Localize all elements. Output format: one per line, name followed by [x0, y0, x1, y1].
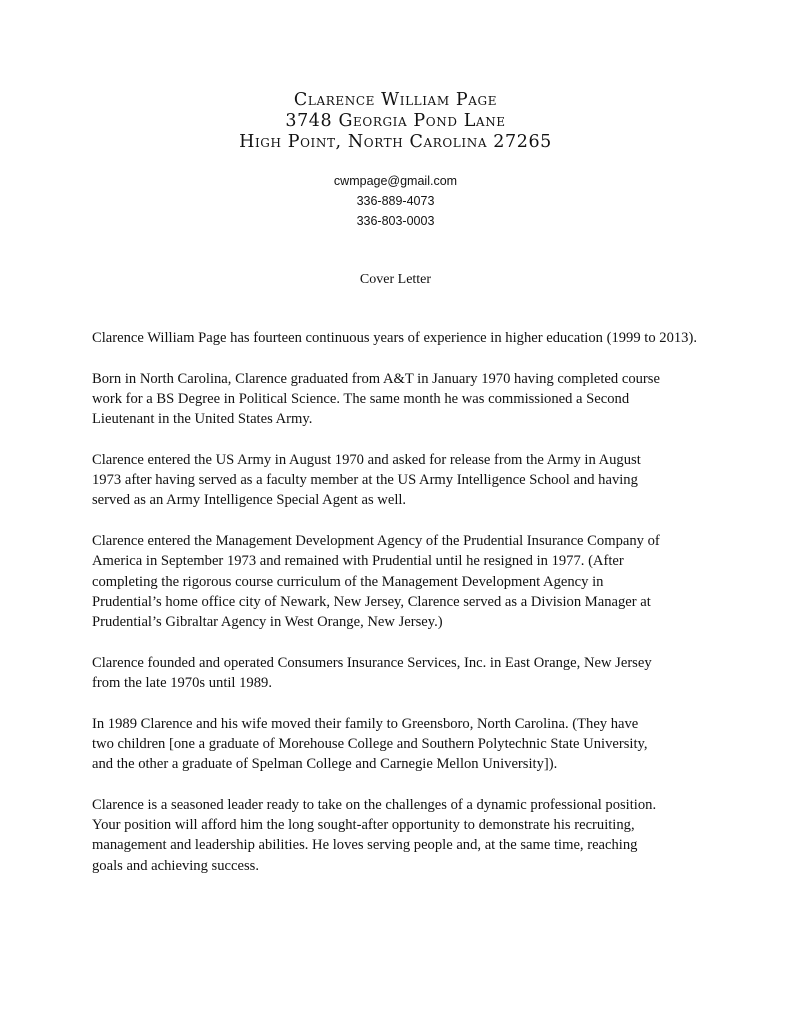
paragraph-line: In 1989 Clarence and his wife moved their family to Greensboro, North Carolina. (They have: [92, 715, 639, 732]
paragraph-line: two children [one a graduate of Morehouse College and Southern Polytechnic State University,: [92, 735, 648, 752]
paragraph-line: Lieutenant in the United States Army.: [92, 411, 313, 428]
paragraph-line: Prudential’s home office city of Newark, New Jersey, Clarence served as a Division Manager at: [92, 593, 651, 610]
contact-block: [0, 171, 791, 231]
document-title: Cover Letter: [359, 272, 432, 287]
sender-street-address: 3748 Georgia Pond Lane: [285, 111, 506, 131]
body-paragraph: [92, 328, 704, 348]
paragraph-line: 1973 after having served as a faculty member at the US Army Intelligence School and having: [92, 472, 638, 489]
paragraph-line: management and leadership abilities. He loves serving people and, at the same time, reaching: [92, 837, 638, 854]
phone-number-secondary: 336-803-0003: [356, 214, 435, 228]
paragraph-line: work for a BS Degree in Political Science. The same month he was commissioned a Second: [92, 390, 630, 407]
paragraph-line: Clarence founded and operated Consumers Insurance Services, Inc. in East Orange, New Jersey: [92, 654, 652, 671]
paragraph-line: from the late 1970s until 1989.: [92, 675, 272, 692]
body-paragraph: [92, 795, 704, 876]
body-paragraph: [92, 369, 704, 430]
paragraph-line: goals and achieving success.: [92, 857, 259, 874]
letter-header: [0, 90, 791, 153]
sender-name: Clarence William Page: [293, 90, 498, 110]
sender-city-state-zip: High Point, North Carolina 27265: [239, 132, 552, 152]
paragraph-line: and the other a graduate of Spelman College and Carnegie Mellon University]).: [92, 756, 558, 773]
letter-body: [92, 328, 704, 896]
phone-number-primary: 336-889-4073: [356, 194, 435, 208]
body-paragraph: [92, 714, 704, 775]
paragraph-line: completing the rigorous course curriculum of the Management Development Agency in: [92, 573, 604, 590]
body-paragraph: [92, 450, 704, 511]
paragraph-line: Clarence is a seasoned leader ready to take on the challenges of a dynamic professional position.: [92, 796, 657, 813]
email-address: cwmpage@gmail.com: [333, 174, 458, 188]
paragraph-line: Your position will afford him the long sought-after opportunity to demonstrate his recruiting,: [92, 817, 635, 834]
paragraph-line: Clarence William Page has fourteen continuous years of experience in higher education (1999 to 2013).: [92, 330, 697, 346]
paragraph-line: served as an Army Intelligence Special Agent as well.: [92, 492, 407, 509]
paragraph-line: America in September 1973 and remained with Prudential until he resigned in 1977. (After: [92, 553, 624, 570]
paragraph-line: Clarence entered the Management Development Agency of the Prudential Insurance Company of: [92, 532, 660, 549]
body-paragraph: [92, 531, 704, 632]
paragraph-line: Clarence entered the US Army in August 1970 and asked for release from the Army in August: [92, 451, 641, 468]
paragraph-line: Born in North Carolina, Clarence graduated from A&T in January 1970 having completed course: [92, 370, 660, 387]
body-paragraph: [92, 653, 704, 694]
paragraph-line: Prudential’s Gibraltar Agency in West Orange, New Jersey.): [92, 614, 443, 631]
